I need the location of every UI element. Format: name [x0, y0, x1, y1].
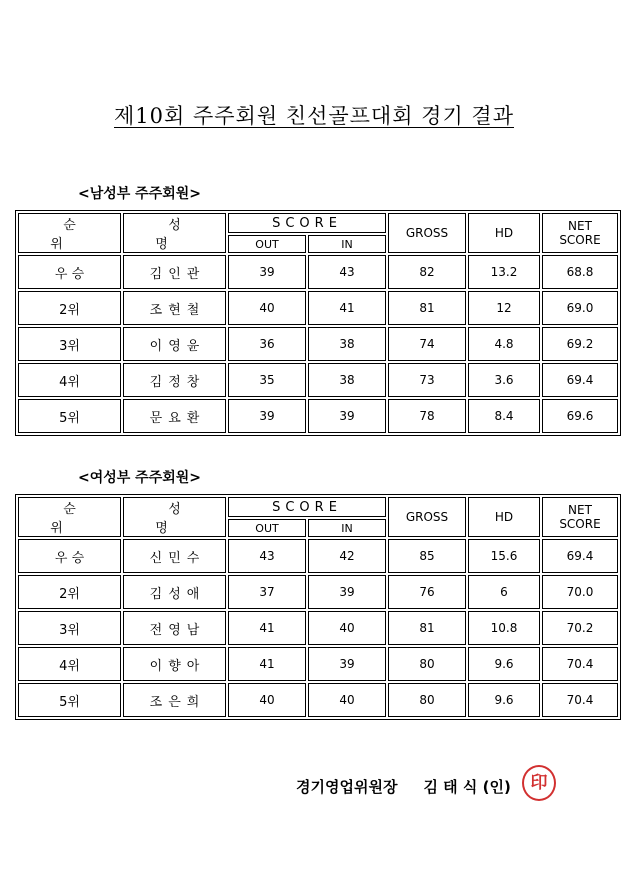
cell-in: 38: [308, 327, 386, 361]
cell-rank: 우 승: [18, 539, 121, 573]
cell-rank: 우 승: [18, 255, 121, 289]
table-row: [18, 539, 618, 573]
cell-rank: 4위: [18, 363, 121, 397]
cell-in: 39: [308, 575, 386, 609]
cell-hd: 13.2: [468, 255, 540, 289]
cell-hd: 15.6: [468, 539, 540, 573]
cell-hd: 10.8: [468, 611, 540, 645]
signature-name: 김 태 식: [423, 778, 478, 796]
signature-seal-text: (인): [482, 778, 511, 796]
cell-net: 69.4: [542, 539, 618, 573]
cell-gross: 76: [388, 575, 466, 609]
cell-out: 41: [228, 611, 306, 645]
cell-net: 70.4: [542, 647, 618, 681]
cell-net: 69.6: [542, 399, 618, 433]
header-in: IN: [308, 235, 386, 253]
cell-gross: 74: [388, 327, 466, 361]
signature-line: [296, 776, 511, 797]
table-row: [18, 575, 618, 609]
cell-out: 39: [228, 399, 306, 433]
cell-name: 전영남: [123, 611, 226, 645]
cell-net: 70.2: [542, 611, 618, 645]
header-name: 성 명: [123, 497, 226, 537]
cell-gross: 73: [388, 363, 466, 397]
cell-out: 35: [228, 363, 306, 397]
cell-name: 이향아: [123, 647, 226, 681]
header-net-score: [542, 497, 618, 537]
header-hd: HD: [468, 213, 540, 253]
header-score: SCORE: [228, 213, 386, 233]
cell-rank: 3위: [18, 611, 121, 645]
cell-name: 조현철: [123, 291, 226, 325]
cell-name: 이영윤: [123, 327, 226, 361]
header-net-score: [542, 213, 618, 253]
signature-position: 경기영업위원장: [296, 778, 398, 796]
cell-name: 김인관: [123, 255, 226, 289]
header-hd: HD: [468, 497, 540, 537]
cell-in: 43: [308, 255, 386, 289]
header-net-line1: NET: [568, 503, 592, 517]
cell-in: 38: [308, 363, 386, 397]
cell-hd: 6: [468, 575, 540, 609]
header-out: OUT: [228, 519, 306, 537]
table-row: [18, 363, 618, 397]
cell-out: 39: [228, 255, 306, 289]
table-row: [18, 291, 618, 325]
cell-in: 39: [308, 647, 386, 681]
header-net-line2: SCORE: [559, 233, 601, 247]
cell-rank: 5위: [18, 399, 121, 433]
cell-gross: 80: [388, 683, 466, 717]
table-row: [18, 399, 618, 433]
cell-net: 70.4: [542, 683, 618, 717]
table-row: [18, 611, 618, 645]
cell-net: 69.4: [542, 363, 618, 397]
document-title: 제10회 주주회원 친선골프대회 경기 결과: [114, 104, 514, 128]
men-section-label: <남성부 주주회원>: [78, 186, 202, 202]
cell-gross: 82: [388, 255, 466, 289]
table-row: [18, 327, 618, 361]
cell-in: 39: [308, 399, 386, 433]
cell-hd: 4.8: [468, 327, 540, 361]
table-row: [18, 255, 618, 289]
cell-gross: 80: [388, 647, 466, 681]
cell-gross: 81: [388, 611, 466, 645]
cell-gross: 78: [388, 399, 466, 433]
cell-name: 신민수: [123, 539, 226, 573]
women-section-label: <여성부 주주회원>: [78, 470, 202, 486]
cell-hd: 12: [468, 291, 540, 325]
cell-gross: 81: [388, 291, 466, 325]
cell-rank: 3위: [18, 327, 121, 361]
header-gross: GROSS: [388, 497, 466, 537]
cell-net: 69.2: [542, 327, 618, 361]
cell-name: 김정창: [123, 363, 226, 397]
cell-name: 김성애: [123, 575, 226, 609]
header-score: SCORE: [228, 497, 386, 517]
cell-net: 68.8: [542, 255, 618, 289]
cell-gross: 85: [388, 539, 466, 573]
header-net-line1: NET: [568, 219, 592, 233]
cell-hd: 8.4: [468, 399, 540, 433]
cell-out: 40: [228, 291, 306, 325]
cell-name: 문요환: [123, 399, 226, 433]
header-in: IN: [308, 519, 386, 537]
cell-in: 41: [308, 291, 386, 325]
cell-net: 70.0: [542, 575, 618, 609]
header-name: 성 명: [123, 213, 226, 253]
cell-hd: 3.6: [468, 363, 540, 397]
table-row: [18, 647, 618, 681]
header-gross: GROSS: [388, 213, 466, 253]
cell-in: 40: [308, 611, 386, 645]
women-results-table: [15, 494, 621, 720]
header-rank: 순 위: [18, 213, 121, 253]
cell-rank: 2위: [18, 291, 121, 325]
red-seal-stamp: 印: [522, 765, 556, 801]
cell-out: 37: [228, 575, 306, 609]
cell-out: 40: [228, 683, 306, 717]
cell-in: 42: [308, 539, 386, 573]
men-results-table: [15, 210, 621, 436]
header-out: OUT: [228, 235, 306, 253]
cell-net: 69.0: [542, 291, 618, 325]
table-row: [18, 683, 618, 717]
cell-name: 조은희: [123, 683, 226, 717]
cell-hd: 9.6: [468, 647, 540, 681]
header-rank: 순 위: [18, 497, 121, 537]
cell-hd: 9.6: [468, 683, 540, 717]
cell-rank: 2위: [18, 575, 121, 609]
header-net-line2: SCORE: [559, 517, 601, 531]
cell-out: 43: [228, 539, 306, 573]
cell-in: 40: [308, 683, 386, 717]
cell-rank: 5위: [18, 683, 121, 717]
cell-out: 36: [228, 327, 306, 361]
cell-out: 41: [228, 647, 306, 681]
cell-rank: 4위: [18, 647, 121, 681]
